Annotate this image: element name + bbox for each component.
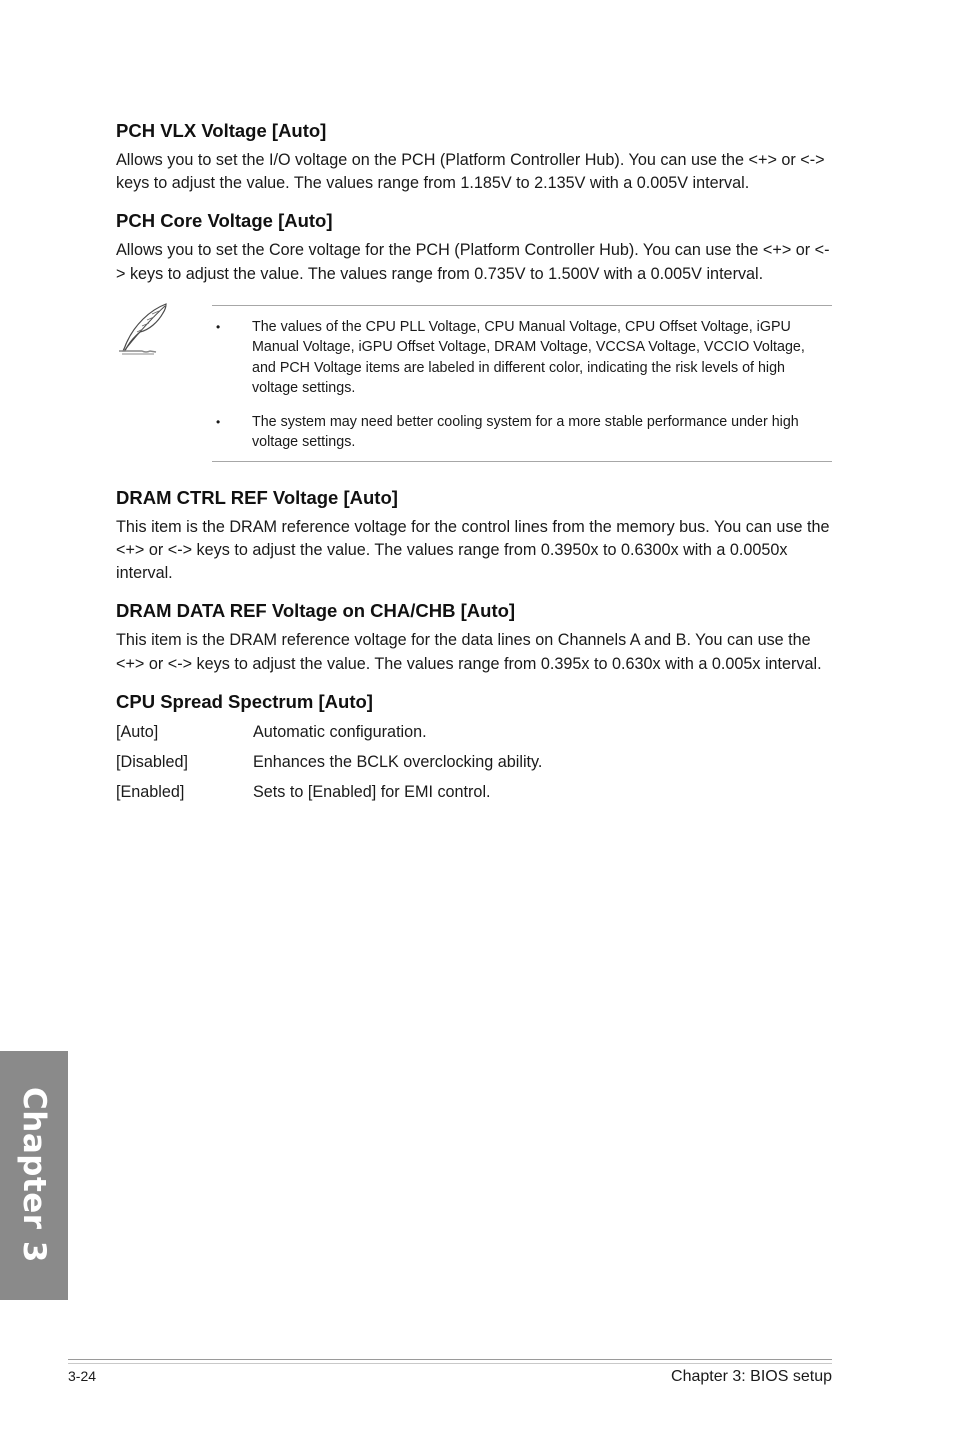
note-item-text: The values of the CPU PLL Voltage, CPU Manual Voltage, CPU Offset Voltage, iGPU Manual Voltage, iGPU Offset Voltage, DRAM Voltage, VCCSA Voltage, VCCIO Voltage, and PCH Voltage items are labeled in different color, indicating the risk levels of high voltage settings. <box>252 318 805 397</box>
page-content <box>116 119 832 818</box>
section-dram-ctrl-ref-voltage <box>116 486 832 586</box>
section-body: This item is the DRAM reference voltage for the data lines on Channels A and B. You can use the <+> or <-> keys to adjust the value. The values range from 0.395x to 0.630x with a 0.005x interval. <box>116 631 822 673</box>
option-value: Enhances the BCLK overclocking ability. <box>253 752 543 771</box>
bullet-icon: • <box>216 319 221 334</box>
bullet-icon: • <box>216 414 221 429</box>
section-heading: PCH Core Voltage [Auto] <box>116 210 333 232</box>
section-heading: PCH VLX Voltage [Auto] <box>116 120 327 141</box>
option-value: Sets to [Enabled] for EMI control. <box>253 782 491 801</box>
option-row <box>116 751 832 774</box>
section-pch-core-voltage <box>116 209 832 285</box>
footer-chapter-title: Chapter 3: BIOS setup <box>671 1368 832 1385</box>
note-item <box>212 317 832 399</box>
note-callout <box>116 305 832 462</box>
section-dram-data-ref-voltage <box>116 599 832 675</box>
option-value: Automatic configuration. <box>253 722 427 741</box>
section-body: Allows you to set the Core voltage for the PCH (Platform Controller Hub). You can use the <+> or <-> keys to adjust the value. The values range from 0.735V to 1.500V with a 0.005V interval. <box>116 241 830 283</box>
option-row <box>116 781 832 804</box>
chapter-tab-label: Chapter 3 <box>16 1087 52 1263</box>
section-pch-vlx-voltage <box>116 119 832 195</box>
section-heading: CPU Spread Spectrum [Auto] <box>116 690 373 712</box>
option-key: [Auto] <box>116 722 159 741</box>
quill-pen-icon <box>116 301 172 357</box>
option-key: [Enabled] <box>116 782 185 801</box>
section-heading: DRAM CTRL REF Voltage [Auto] <box>116 486 398 508</box>
page-number: 3-24 <box>68 1368 97 1384</box>
section-cpu-spread-spectrum <box>116 690 832 804</box>
option-row <box>116 721 832 744</box>
section-heading: DRAM DATA REF Voltage on CHA/CHB [Auto] <box>116 600 516 622</box>
option-key: [Disabled] <box>116 752 188 771</box>
note-item <box>212 412 832 453</box>
note-item-text: The system may need better cooling system for a more stable performance under high voltage settings. <box>252 413 799 451</box>
chapter-side-tab <box>0 1051 68 1300</box>
footer-divider <box>68 1359 832 1364</box>
section-body: Allows you to set the I/O voltage on the PCH (Platform Controller Hub). You can use the <+> or <-> keys to adjust the value. The values range from 1.185V to 2.135V with a 0.005V interval. <box>116 151 825 193</box>
note-box <box>212 305 832 462</box>
section-body: This item is the DRAM reference voltage for the control lines from the memory bus. You can use the <+> or <-> keys to adjust the value. The values range from 0.3950x to 0.6300x with a 0.0050x interval. <box>116 517 830 583</box>
